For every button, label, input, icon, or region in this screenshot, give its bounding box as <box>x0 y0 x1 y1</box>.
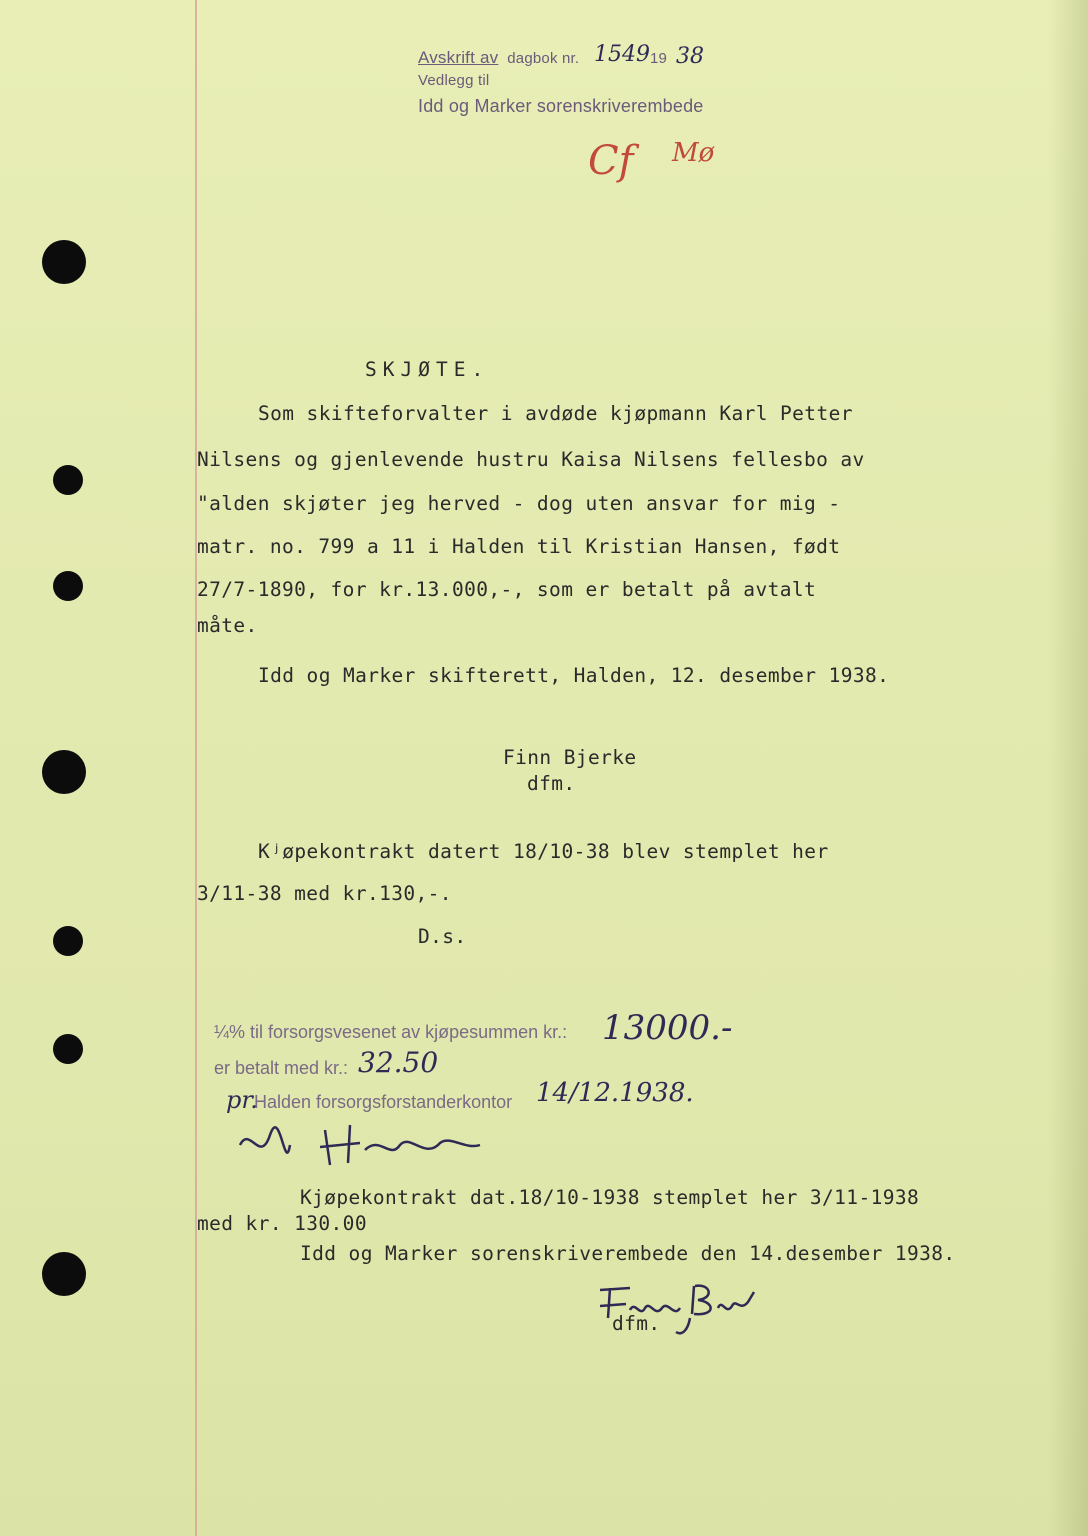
signer-title: dfm. <box>527 772 576 795</box>
registration-signer-title: dfm. <box>612 1312 661 1335</box>
fee-stamp-date: 14/12.1938. <box>536 1078 694 1108</box>
fee-amount-purchase: 13000.- <box>602 1008 733 1048</box>
registration-line-2: med kr. 130.00 <box>197 1212 367 1235</box>
stamp-vedlegg-label: Vedlegg til <box>418 72 490 89</box>
ds-mark: D.s. <box>418 925 467 948</box>
body-line-5: 27/7-1890, for kr.13.000,-, som er betalt på avtalt <box>197 578 817 601</box>
registration-line-3: Idd og Marker sorenskriverembede den 14.desember 1938. <box>300 1242 956 1265</box>
signer-name: Finn Bjerke <box>503 746 637 769</box>
punch-hole <box>53 1034 83 1064</box>
stamp-note-line-1: Kʲøpekontrakt datert 18/10-38 blev stemplet her <box>258 840 829 863</box>
punch-hole <box>53 926 83 956</box>
dagbok-number: 1549 <box>594 42 650 67</box>
dagbok-year: 38 <box>676 44 704 69</box>
red-handwritten-mark: Cf <box>588 138 634 184</box>
body-line-2: Nilsens og gjenlevende hustru Kaisa Nilsens fellesbo av <box>197 448 865 471</box>
stamp-year-prefix: 19 <box>650 50 668 67</box>
punch-hole <box>42 240 86 284</box>
fee-stamp-pr: pr. <box>226 1086 258 1114</box>
stamp-office-name: Idd og Marker sorenskriverembede <box>418 96 704 116</box>
document-title: SKJØTE. <box>365 358 490 381</box>
body-line-4: matr. no. 799 a 11 i Halden til Kristian Hansen, født <box>197 535 841 558</box>
stamp-avskrift-label: Avskrift av <box>418 48 499 67</box>
margin-line <box>195 0 197 1536</box>
stamp-note-line-2: 3/11-38 med kr.130,-. <box>197 882 452 905</box>
fee-amount-paid: 32.50 <box>358 1046 439 1079</box>
punch-hole <box>53 571 83 601</box>
place-date: Idd og Marker skifterett, Halden, 12. desember 1938. <box>258 664 890 687</box>
registration-line-1: Kjøpekontrakt dat.18/10-1938 stemplet her 3/11-1938 <box>300 1186 920 1209</box>
page-edge-shadow <box>1048 0 1088 1536</box>
body-line-3: "alden skjøter jeg herved - dog uten ansvar for mig - <box>197 492 841 515</box>
red-handwritten-mark-2: Mø <box>672 138 715 168</box>
header-stamp-line1 <box>418 48 579 68</box>
fee-stamp-line-3: Halden forsorgsforstanderkontor <box>254 1092 513 1112</box>
fee-stamp-line-2: er betalt med kr.: <box>214 1058 349 1078</box>
fee-stamp-line-1: ¼% til forsorgsvesenet av kjøpesummen kr.: <box>214 1022 568 1042</box>
punch-hole <box>42 1252 86 1296</box>
handwritten-signature-fee <box>230 1105 500 1180</box>
body-line-1: Som skifteforvalter i avdøde kjøpmann Karl Petter <box>258 402 853 425</box>
punch-hole <box>42 750 86 794</box>
body-line-6: måte. <box>197 614 258 637</box>
stamp-dagbok-label: dagbok nr. <box>507 50 580 67</box>
punch-hole <box>53 465 83 495</box>
